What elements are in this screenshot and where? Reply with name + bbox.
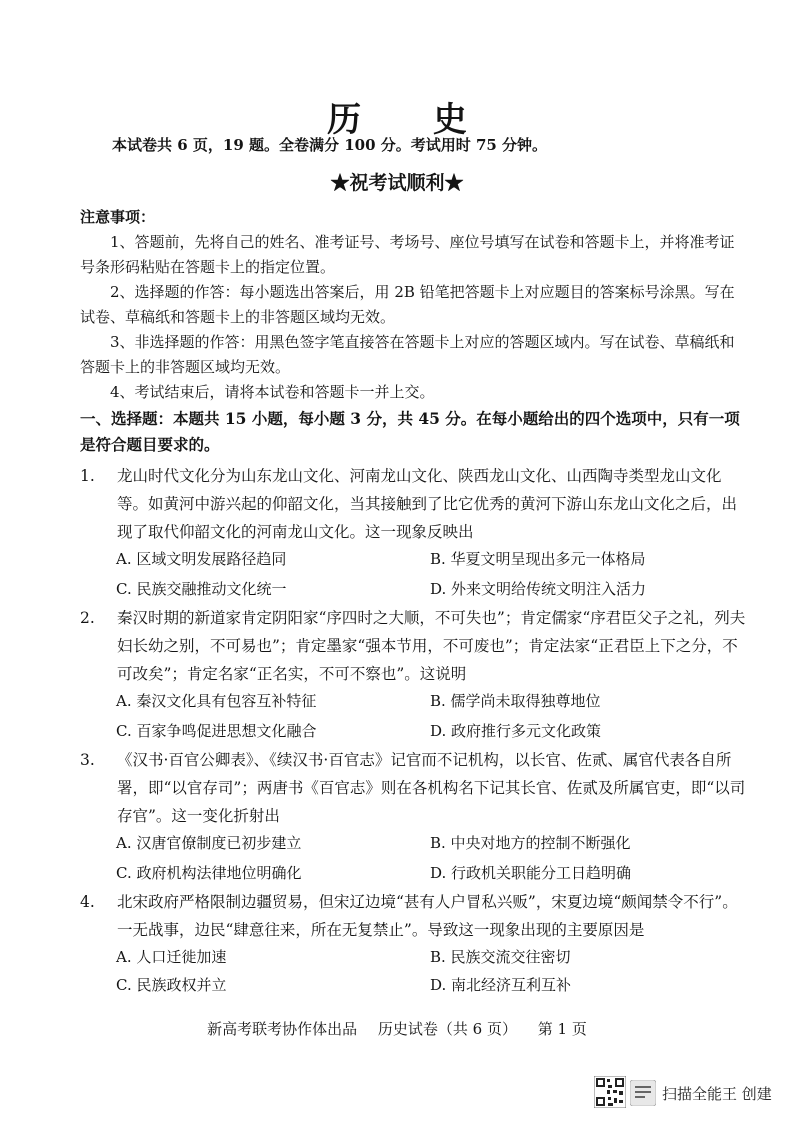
option-d[interactable]: D. 政府推行多元文化政策 (430, 722, 602, 740)
option-d[interactable]: D. 南北经济互利互补 (430, 976, 572, 994)
question-3 (80, 746, 746, 830)
option-b[interactable]: B. 中央对地方的控制不断强化 (430, 834, 631, 852)
option-b[interactable]: B. 民族交流交往密切 (430, 948, 571, 966)
question-stem: 北宋政府严格限制边疆贸易，但宋辽边境“甚有人户冒私兴贩”，宋夏边境“颇闻禁令不行”。一无战事，边民“肆意往来，所在无复禁止”。导致这一现象出现的主要原因是 (117, 893, 738, 939)
notice-item: 2、选择题的作答：每小题选出答案后，用 2B 铅笔把答题卡上对应题目的答案标号涂黑。写在试卷、草稿纸和答题卡上的非答题区域均无效。 (80, 283, 735, 326)
scanner-logo-icon (630, 1080, 656, 1106)
scanner-watermark (594, 1076, 774, 1112)
question-number: 2. (80, 609, 95, 627)
question-number: 1. (80, 467, 95, 485)
option-a[interactable]: A. 汉唐官僚制度已初步建立 (116, 834, 302, 852)
good-luck-banner: ★祝考试顺利★ (330, 172, 464, 194)
option-d[interactable]: D. 行政机关职能分工日趋明确 (430, 864, 632, 882)
paper-label: 历史试卷（共 6 页） (377, 1020, 517, 1038)
publisher-label: 新高考联考协作体出品 (207, 1020, 358, 1038)
notice-item: 3、非选择题的作答：用黑色签字笔直接答在答题卡上对应的答题区域内。写在试卷、草稿纸和答题卡上的非答题区域均无效。 (80, 333, 735, 376)
option-c[interactable]: C. 百家争鸣促进思想文化融合 (116, 722, 317, 740)
section-heading: 一、选择题：本题共 15 小题，每小题 3 分，共 45 分。在每小题给出的四个选项中，只有一项是符合题目要求的。 (80, 409, 740, 454)
page-number: 第 1 页 (537, 1020, 587, 1038)
option-a[interactable]: A. 区域文明发展路径趋同 (116, 550, 287, 568)
notice-item: 1、答题前，先将自己的姓名、准考证号、考场号、座位号填写在试卷和答题卡上，并将准考证号条形码粘贴在答题卡上的指定位置。 (80, 233, 735, 276)
question-4 (80, 888, 746, 944)
question-2 (80, 604, 746, 688)
qr-code-icon (594, 1076, 626, 1108)
question-stem: 《汉书·百官公卿表》、《续汉书·百官志》记官而不记机构，以长官、佐贰、属官代表各自所署，即“以官存司”；两唐书《百官志》则在各机构名下记其长官、佐贰及所属官吏，即“以司存官”。这一变化折射出 (117, 751, 746, 825)
question-number: 4. (80, 893, 95, 911)
option-d[interactable]: D. 外来文明给传统文明注入活力 (430, 580, 647, 598)
notice-section (80, 205, 746, 405)
option-a[interactable]: A. 人口迁徙加速 (116, 948, 227, 966)
notice-heading: 注意事项： (80, 208, 156, 226)
page-footer (0, 1018, 794, 1039)
option-c[interactable]: C. 政府机构法律地位明确化 (116, 864, 302, 882)
question-number: 3. (80, 751, 95, 769)
option-c[interactable]: C. 民族交融推动文化统一 (116, 580, 287, 598)
exam-info: 本试卷共 6 页，19 题。全卷满分 100 分。考试用时 75 分钟。 (112, 136, 548, 154)
watermark-text: 扫描全能王 创建 (662, 1085, 772, 1103)
option-b[interactable]: B. 华夏文明呈现出多元一体格局 (430, 550, 646, 568)
question-stem: 龙山时代文化分为山东龙山文化、河南龙山文化、陕西龙山文化、山西陶寺类型龙山文化等。如黄河中游兴起的仰韶文化，当其接触到了比它优秀的黄河下游山东龙山文化之后，出现了取代仰韶文化的河南龙山文化。这一现象反映出 (117, 467, 738, 541)
notice-item: 4、考试结束后，请将本试卷和答题卡一并上交。 (110, 383, 435, 401)
option-b[interactable]: B. 儒学尚未取得独尊地位 (430, 692, 601, 710)
option-c[interactable]: C. 民族政权并立 (116, 976, 227, 994)
question-stem: 秦汉时期的新道家肯定阴阳家“序四时之大顺，不可失也”；肯定儒家“序君臣父子之礼，列夫妇长幼之别，不可易也”；肯定墨家“强本节用，不可废也”；肯定法家“正君臣上下之分，不可改矣”；肯定名家“正名实，不可不察也”。这说明 (117, 609, 746, 683)
page-title: 历 史 (327, 100, 497, 140)
question-1 (80, 462, 746, 546)
option-a[interactable]: A. 秦汉文化具有包容互补特征 (116, 692, 317, 710)
